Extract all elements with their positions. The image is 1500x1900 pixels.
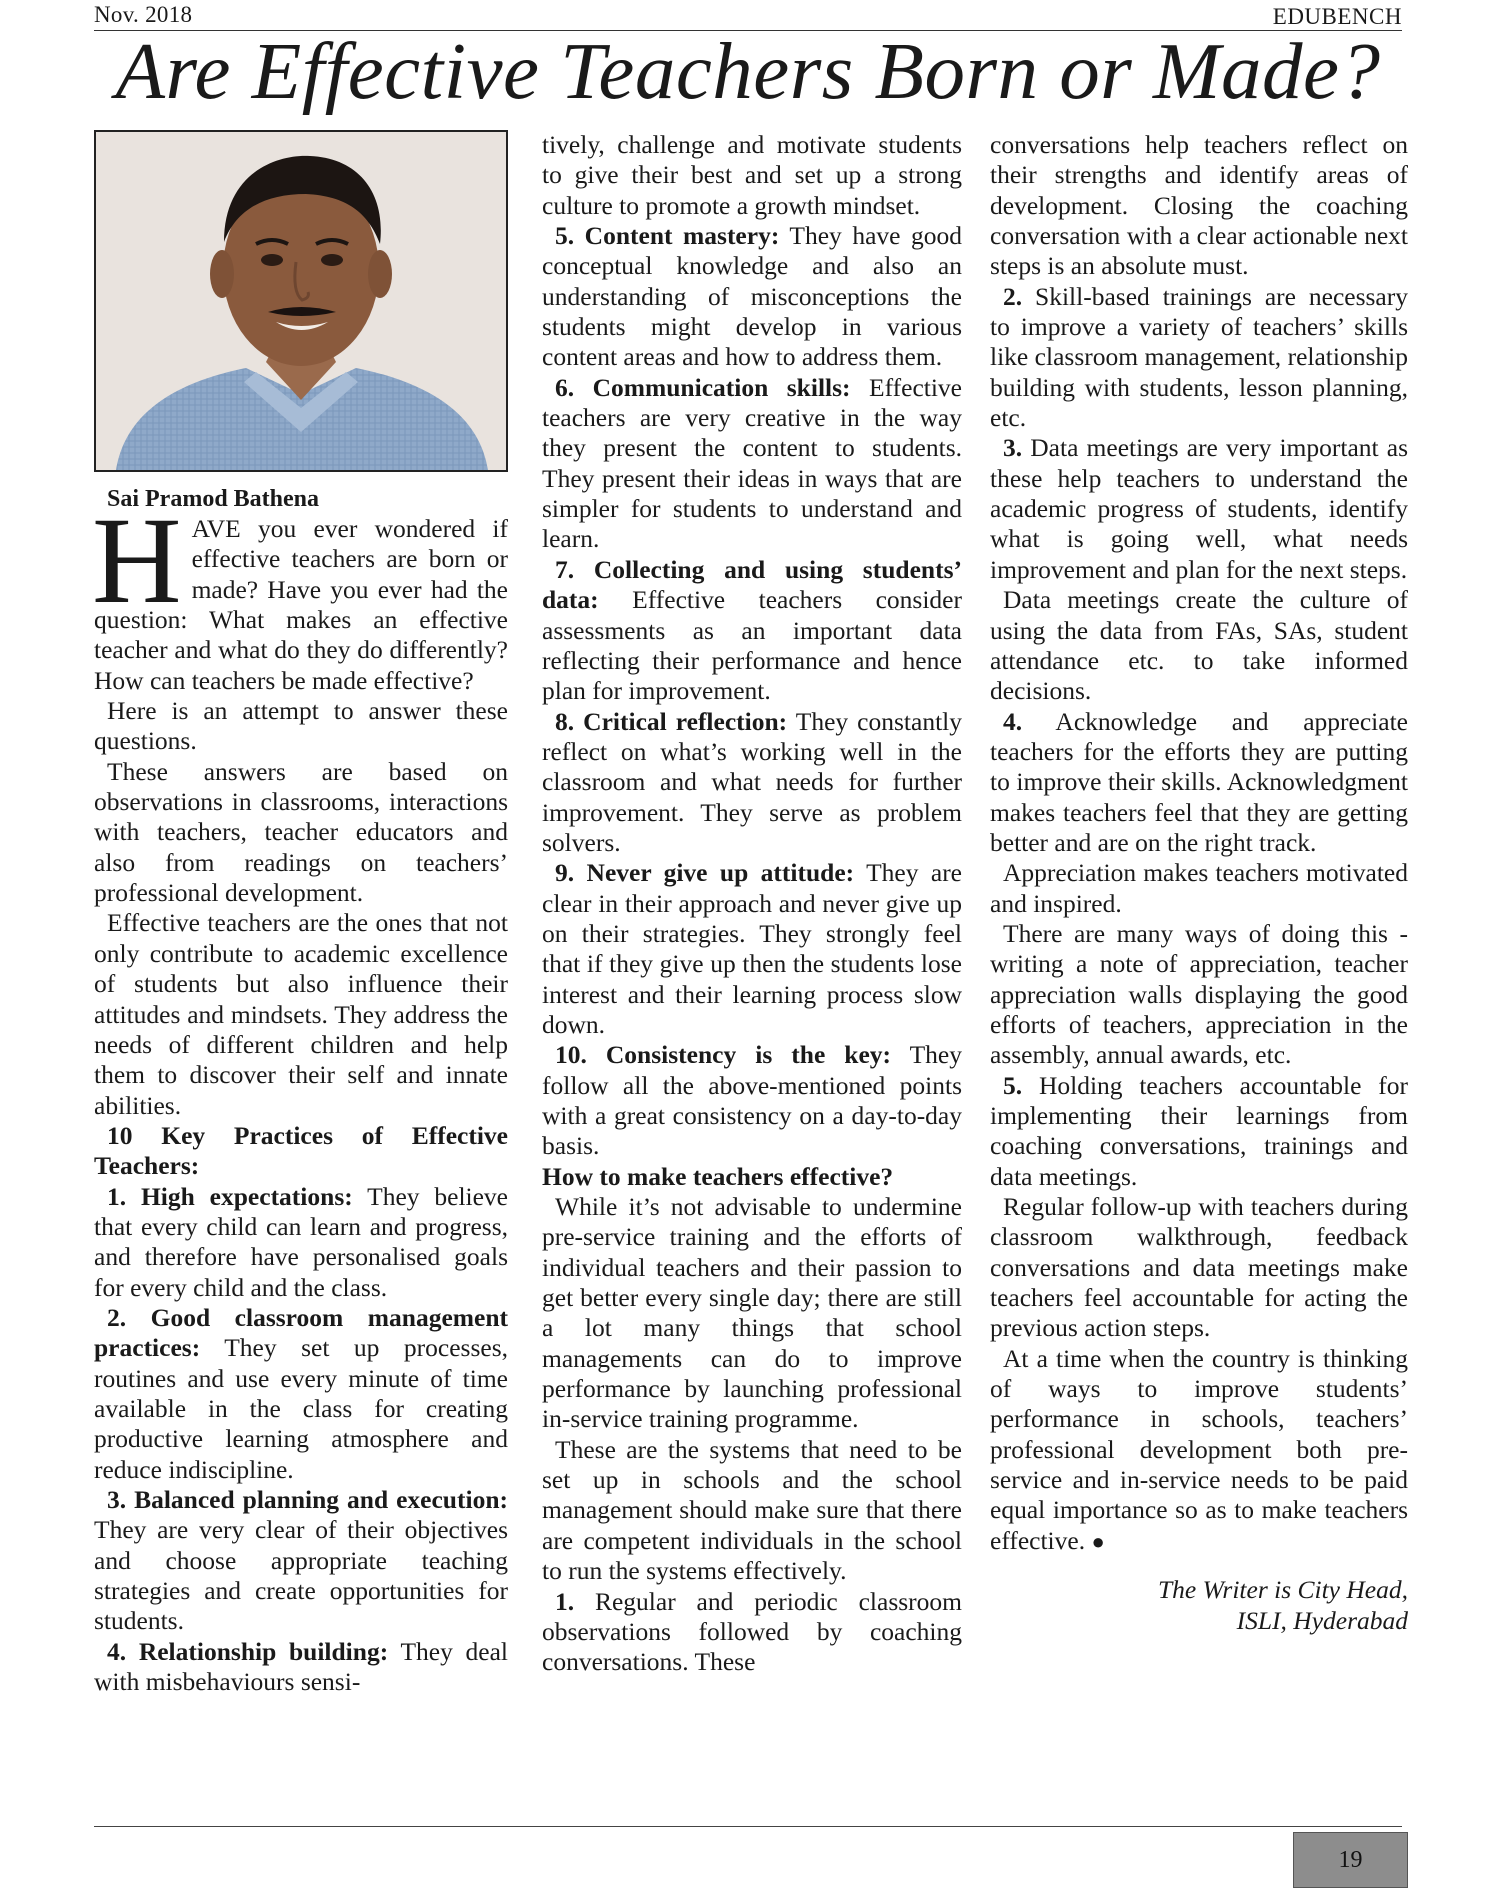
practice-item: 8. Critical reflection: They constantly reflect on what’s working well in the classroom and what needs for further improvement. They serve as problem solvers. [542,706,962,857]
issue-date: Nov. 2018 [94,2,193,27]
signoff-line: The Writer is City Head, [1157,1575,1408,1605]
author-photo [94,130,508,472]
system-item: 5. Holding teachers accountable for implementing their learnings from coaching conversations, trainings and data meetings. [990,1070,1408,1191]
body-paragraph: There are many ways of doing this - writing a note of appreciation, teacher appreciation walls displaying the good efforts of teachers, appreciation in the assembly, annual awards, etc. [990,918,1408,1070]
practice-item: 4. Relationship building: They deal with misbehaviours sensi- [94,1636,509,1697]
body-paragraph: Appreciation makes teachers motivated and inspired. [990,858,1408,918]
body-paragraph: Regular follow-up with teachers during classroom walkthrough, feedback conversations and data meetings make teachers feel accountable for acting the previous action steps. [990,1192,1408,1343]
practice-item: 7. Collecting and using students’ data: Effective teachers consider assessments as an important data reflecting their performance and hence plan for improvement. [542,554,962,706]
footer-divider [94,1826,1402,1827]
body-paragraph: These are the systems that need to be set up in schools and the school management should make sure that there are competent individuals in the school to run the systems effectively. [542,1434,962,1586]
practice-item: 6. Communication skills: Effective teachers are very creative in the way they present the content to students. They present their ideas in ways that are simpler for students to understand and learn. [542,372,962,554]
author-byline: Sai Pramod Bathena [107,486,320,512]
key-practices-heading: 10 Key Practices of Effective Teachers: [94,1120,508,1181]
practice-item: 5. Content mastery: They have good conceptual knowledge and also an understanding of misconceptions the students might develop in various content areas and how to address them. [542,221,962,372]
system-item: 3. Data meetings are very important as these help teachers to understand the academic progress of students, identify what is going well, what needs improvement and plan for the next steps. [990,433,1408,584]
body-paragraph: Data meetings create the culture of using the data from FAs, SAs, student attendance etc. to take informed decisions. [990,585,1408,706]
publication-name: EDUBENCH [1272,4,1402,29]
column-2 [542,130,962,1678]
practice-item: 9. Never give up attitude: They are clear in their approach and never give up on their strategies. They strongly feel that if they give up then the students lose interest and their learning process slow down. [542,858,962,1039]
signoff-line: ISLI, Hyderabad [1236,1605,1408,1635]
section-heading: How to make teachers effective? [542,1161,894,1191]
body-paragraph: These answers are based on observations in classrooms, interactions with teachers, teacher educators and also from readings on teachers’ professional development. [94,756,508,908]
column-1 [94,130,508,1697]
drop-cap: H [92,492,182,629]
practice-item: 1. High expectations: They believe that every child can learn and progress, and therefore have personalised goals for every child and the class. [94,1181,508,1302]
body-paragraph: tively, challenge and motivate students to give their best and set up a strong culture to promote a growth mindset. [542,130,962,220]
system-item: 1. Regular and periodic classroom observations followed by coaching conversations. These [542,1586,962,1677]
column-3 [990,130,1408,1636]
writer-signoff [990,1575,1408,1636]
practice-item: 2. Good classroom management practices: They set up processes, routines and use every minute of time available in the class for creating productive learning atmosphere and reduce indiscipline. [94,1302,508,1484]
practice-item: 10. Consistency is the key: They follow all the above-mentioned points with a great consistency on a day-to-day basis. [542,1040,962,1161]
intro-paragraph: HAVE you ever wondered if effective teachers are born or made? Have you ever had the question: What makes an effective teacher and what do they do differently? How can teachers be made effective? [92,492,508,695]
end-mark-icon: ● [1091,1528,1105,1554]
system-item: 2. Skill-based trainings are necessary to improve a variety of teachers’ skills like classroom management, relationship building with students, lesson planning, etc. [990,281,1408,433]
body-paragraph: conversations help teachers reflect on their strengths and identify areas of development. Closing the coaching conversation with a clear actionable next steps is an absolute must. [990,130,1408,281]
body-paragraph: Here is an attempt to answer these questions. [94,696,508,756]
page-number: 19 [1293,1832,1408,1888]
body-paragraph: While it’s not advisable to undermine pre-service training and the efforts of individual teachers and their passion to get better every single day; there are still a lot many things that school managements can do to improve performance by launching professional in-service training programme. [542,1192,962,1434]
body-paragraph: Effective teachers are the ones that not only contribute to academic excellence of students but also influence their attitudes and mindsets. They address the needs of different children and help them to discover their self and innate abilities. [94,908,508,1120]
closing-paragraph: At a time when the country is thinking of ways to improve students’ performance in schools, teachers’ professional development both pre-service and in-service needs to be paid equal importance so as to make teachers effective. ● [990,1343,1408,1555]
system-item: 4. Acknowledge and appreciate teachers for the efforts they are putting to improve their skills. Acknowledgment makes teachers feel that they are getting better and are on the right track. [990,706,1408,857]
article-title: Are Effective Teachers Born or Made? [115,26,1381,116]
practice-item: 3. Balanced planning and execution: They are very clear of their objectives and choose appropriate teaching strategies and create opportunities for students. [94,1485,508,1636]
author-portrait-icon [96,132,506,470]
